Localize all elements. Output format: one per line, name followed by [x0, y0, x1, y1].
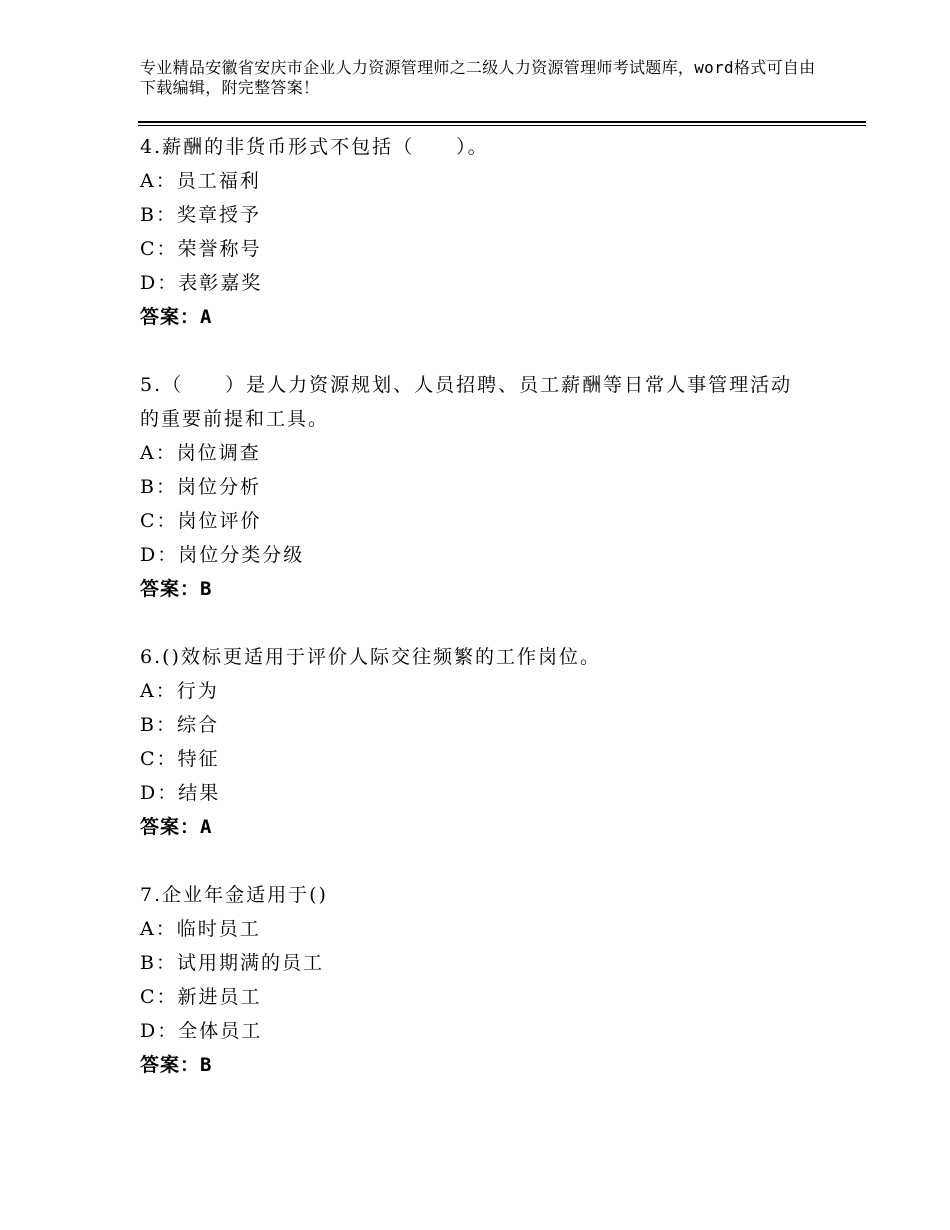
- answer-line: [140, 1048, 840, 1082]
- header-divider-thick: [138, 121, 866, 123]
- answer-label: 答案：: [140, 306, 201, 328]
- option-b: B：综合: [140, 714, 219, 736]
- option-c: C：新进员工: [140, 986, 262, 1008]
- answer-line: [140, 810, 840, 844]
- answer-label: 答案：: [140, 816, 201, 838]
- option-d: D：全体员工: [140, 1020, 263, 1042]
- spacer: [140, 606, 840, 640]
- answer-line: [140, 300, 840, 334]
- option-b: B：试用期满的员工: [140, 952, 324, 974]
- option-a: A：行为: [140, 680, 219, 702]
- answer-value: B: [200, 578, 213, 600]
- option-c: C：岗位评价: [140, 510, 262, 532]
- document-header: [140, 58, 830, 98]
- spacer: [140, 844, 840, 878]
- option-b: B：岗位分析: [140, 476, 261, 498]
- option-d: D：表彰嘉奖: [140, 272, 263, 294]
- question-list: [140, 130, 840, 1082]
- question-block: [140, 368, 840, 606]
- question-stem: 5.（ ）是人力资源规划、人员招聘、员工薪酬等日常人事管理活动的重要前提和工具。: [140, 374, 793, 430]
- option-a: A：岗位调查: [140, 442, 261, 464]
- question-stem: 7.企业年金适用于(): [140, 884, 328, 906]
- option-a: A：临时员工: [140, 918, 261, 940]
- answer-value: A: [200, 816, 213, 838]
- header-title: 专业精品安徽省安庆市企业人力资源管理师之二级人力资源管理师考试题库，word格式可自由下载编辑，附完整答案！: [140, 58, 816, 97]
- option-c: C：特征: [140, 748, 220, 770]
- question-block: [140, 130, 840, 334]
- answer-value: B: [200, 1054, 213, 1076]
- answer-value: A: [200, 306, 213, 328]
- question-stem: 6.()效标更适用于评价人际交往频繁的工作岗位。: [140, 646, 601, 668]
- answer-line: [140, 572, 840, 606]
- answer-label: 答案：: [140, 578, 201, 600]
- option-c: C：荣誉称号: [140, 238, 262, 260]
- option-b: B：奖章授予: [140, 204, 261, 226]
- question-stem: 4.薪酬的非货币形式不包括（ ）。: [140, 136, 489, 158]
- question-block: [140, 640, 840, 844]
- answer-label: 答案：: [140, 1054, 201, 1076]
- option-a: A：员工福利: [140, 170, 261, 192]
- question-block: [140, 878, 840, 1082]
- option-d: D：结果: [140, 782, 221, 804]
- spacer: [140, 334, 840, 368]
- option-d: D：岗位分类分级: [140, 544, 305, 566]
- header-divider-thin: [138, 125, 866, 126]
